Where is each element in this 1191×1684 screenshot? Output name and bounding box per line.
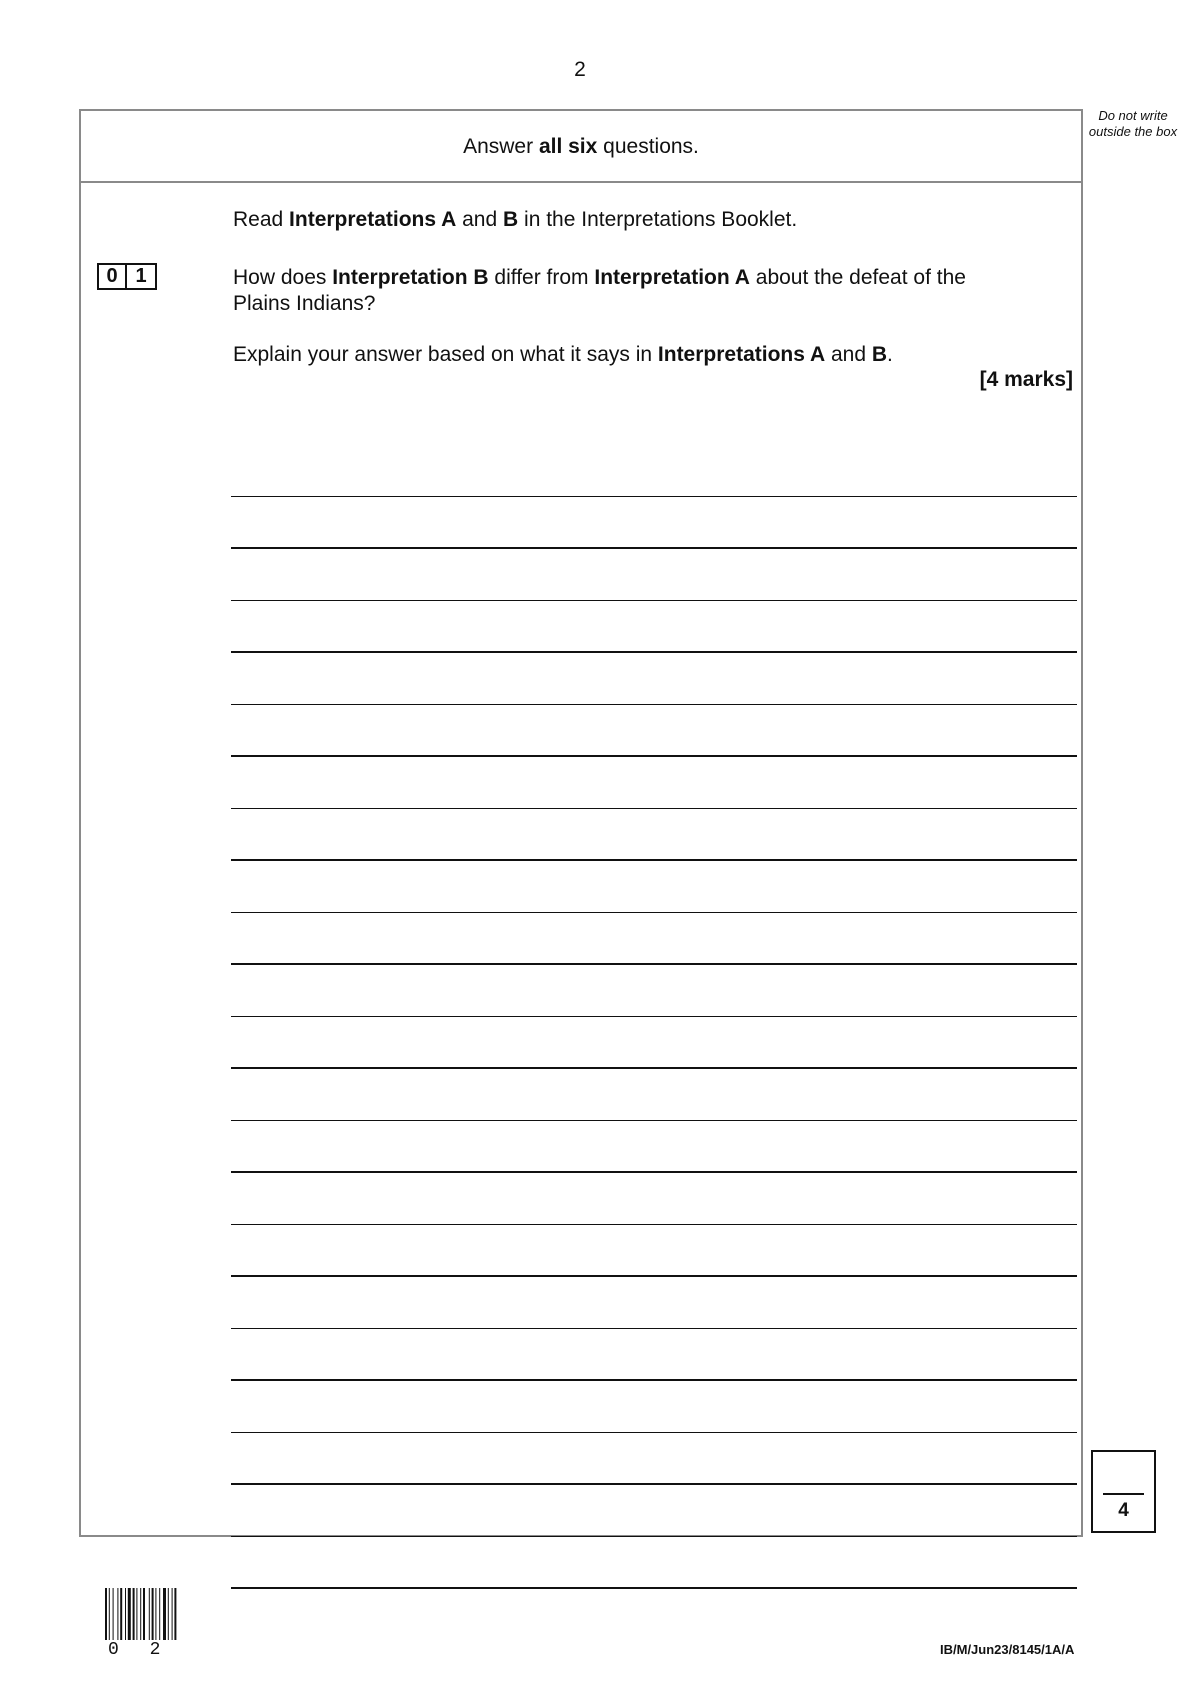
answer-line[interactable] — [231, 601, 1077, 653]
question-explain — [233, 342, 893, 368]
answer-line[interactable] — [231, 445, 1077, 497]
prompt-text: about the defeat of the Plains Indians? — [233, 266, 966, 315]
prompt-text: differ from — [488, 266, 595, 289]
footer-reference: IB/M/Jun23/8145/1A/A — [940, 1642, 1075, 1657]
answer-line[interactable] — [231, 1017, 1077, 1069]
answer-line[interactable] — [231, 1329, 1077, 1381]
answer-line[interactable] — [231, 1173, 1077, 1225]
answer-line[interactable] — [231, 1485, 1077, 1537]
margin-note: Do not write outside the box — [1088, 108, 1178, 139]
answer-line[interactable] — [231, 1381, 1077, 1433]
explain-bold: B — [871, 343, 888, 366]
explain-bold: Interpretations A — [657, 343, 826, 366]
instructions-header — [81, 111, 1081, 183]
answer-line[interactable] — [231, 653, 1077, 705]
answer-line[interactable] — [231, 705, 1077, 757]
barcode-digits: 0 2 — [108, 1640, 171, 1660]
marks-box — [1091, 1450, 1156, 1533]
answer-line[interactable] — [231, 809, 1077, 861]
prompt-text: How does — [233, 266, 333, 289]
intro-bold: Interpretations A — [289, 208, 457, 231]
answer-box — [79, 109, 1083, 1537]
intro-text: and — [456, 208, 504, 231]
answer-line[interactable] — [231, 965, 1077, 1017]
barcode-icon — [105, 1588, 193, 1640]
question-intro — [233, 207, 797, 233]
answer-line[interactable] — [231, 861, 1077, 913]
explain-text: Explain your answer based on what it says in — [233, 343, 658, 366]
prompt-bold: Interpretation B — [332, 266, 489, 289]
intro-text: Read — [233, 208, 290, 231]
instructions-suffix: questions. — [597, 135, 699, 158]
answer-line[interactable] — [231, 913, 1077, 965]
answer-line[interactable] — [231, 1225, 1077, 1277]
question-number-digit: 1 — [127, 263, 157, 290]
intro-bold: B — [503, 208, 519, 231]
answer-line[interactable] — [231, 757, 1077, 809]
answer-line[interactable] — [231, 497, 1077, 549]
explain-text: . — [887, 343, 893, 366]
marks-label: [4 marks] — [979, 368, 1073, 391]
page-number: 2 — [574, 58, 586, 81]
question-prompt — [233, 265, 1023, 317]
answer-line[interactable] — [231, 1121, 1077, 1173]
answer-line[interactable] — [231, 1433, 1077, 1485]
question-number-digit: 0 — [97, 263, 127, 290]
intro-text: in the Interpretations Booklet. — [518, 208, 798, 231]
explain-text: and — [825, 343, 872, 366]
prompt-bold: Interpretation A — [594, 266, 750, 289]
instructions-prefix: Answer — [463, 135, 539, 158]
answer-line[interactable] — [231, 1277, 1077, 1329]
answer-line[interactable] — [231, 1069, 1077, 1121]
instructions-emphasis: all six — [538, 135, 598, 158]
marks-box-score: 4 — [1118, 1500, 1129, 1521]
marks-box-divider — [1103, 1493, 1144, 1495]
answer-line[interactable] — [231, 549, 1077, 601]
answer-line[interactable] — [231, 1537, 1077, 1589]
answer-lines[interactable] — [231, 445, 1077, 1589]
question-number — [97, 263, 157, 290]
